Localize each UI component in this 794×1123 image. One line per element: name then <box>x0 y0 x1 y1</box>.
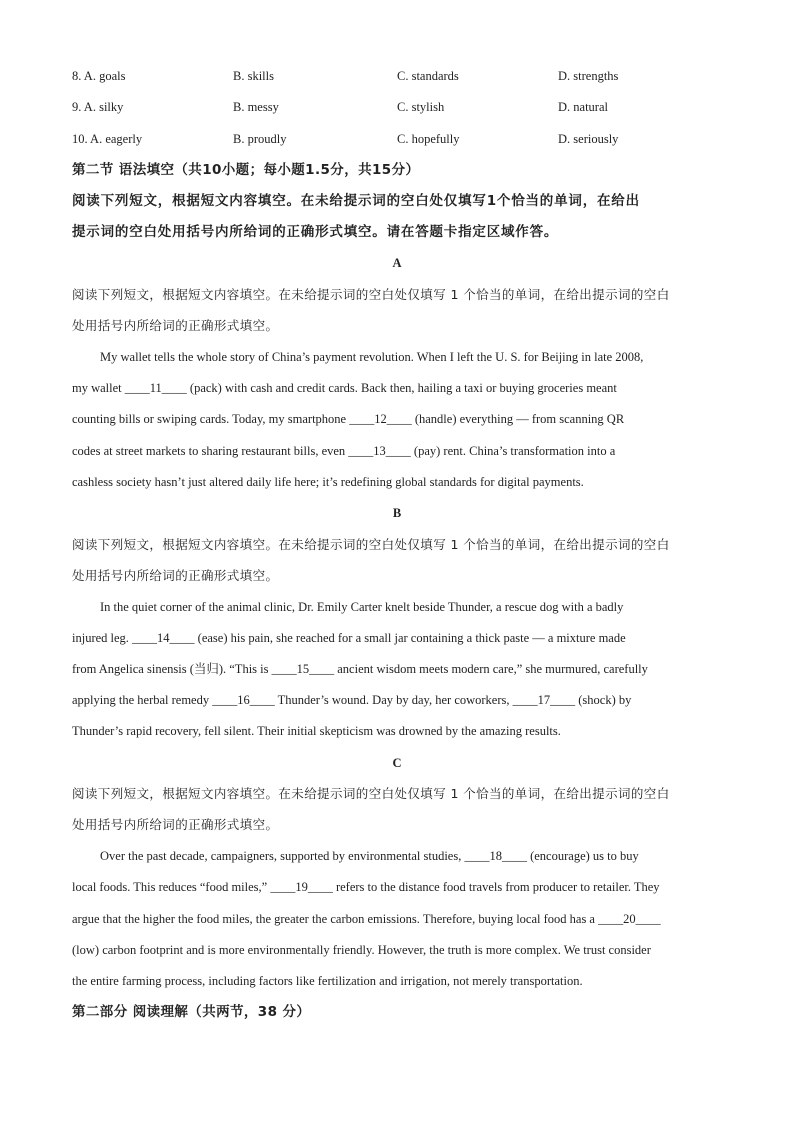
option-9a: 9. A. silky <box>72 100 124 114</box>
part-b-text-line: In the quiet corner of the animal clinic, Dr. Emily Carter knelt beside Thunder, a rescue dog with a badly <box>100 600 624 614</box>
part-a-label: A <box>392 256 402 270</box>
part-b-label: B <box>392 506 402 520</box>
part-b-text-line: injured leg. ____14____ (ease) his pain, she reached for a small jar containing a thick paste — a mixture made <box>72 631 626 645</box>
part-c-label: C <box>392 756 402 770</box>
part-a-text-line: cashless society hasn’t just altered daily life here; it’s redefining global standards for digital payments. <box>72 475 584 489</box>
question-10-options <box>72 130 732 148</box>
option-8a: 8. A. goals <box>72 69 126 83</box>
part-2-heading: 第二部分 阅读理解（共两节，38 分） <box>72 1004 311 1020</box>
part-c-instructions-1: 阅读下列短文，根据短文内容填空。在未给提示词的空白处仅填写 1 个恰当的单词，在给出提示词的空白 <box>72 786 670 801</box>
part-c-instructions-2: 处用括号内所给词的正确形式填空。 <box>72 817 279 832</box>
option-10a: 10. A. eagerly <box>72 132 143 146</box>
part-c-text-line: argue that the higher the food miles, the greater the carbon emissions. Therefore, buying local food has a ____20____ <box>72 912 661 926</box>
option-8c: C. standards <box>397 69 459 83</box>
part-a-text-line: My wallet tells the whole story of China’s payment revolution. When I left the U. S. for Beijing in late 2008, <box>100 350 644 364</box>
section-heading: 第二节 语法填空（共10小题；每小题1.5分，共15分） <box>72 162 420 178</box>
part-b-instructions-2: 处用括号内所给词的正确形式填空。 <box>72 568 279 583</box>
part-a-instructions-2: 处用括号内所给词的正确形式填空。 <box>72 318 279 333</box>
option-10b: B. proudly <box>233 132 287 146</box>
part-a-text-line: codes at street markets to sharing restaurant bills, even ____13____ (pay) rent. China’s transformation into a <box>72 444 616 458</box>
option-8b: B. skills <box>233 69 274 83</box>
part-c-text-line: the entire farming process, including factors like fertilization and irrigation, not merely transportation. <box>72 974 583 988</box>
question-8-options <box>72 67 732 85</box>
option-10d: D. seriously <box>558 132 619 146</box>
part-a-instructions-1: 阅读下列短文，根据短文内容填空。在未给提示词的空白处仅填写 1 个恰当的单词，在给出提示词的空白 <box>72 287 670 302</box>
part-a-text-line: my wallet ____11____ (pack) with cash and credit cards. Back then, hailing a taxi or buying groceries meant <box>72 381 617 395</box>
part-b-instructions-1: 阅读下列短文，根据短文内容填空。在未给提示词的空白处仅填写 1 个恰当的单词，在给出提示词的空白 <box>72 537 670 552</box>
option-9c: C. stylish <box>397 100 445 114</box>
question-9-options <box>72 98 732 116</box>
part-c-text-line: (low) carbon footprint and is more environmentally friendly. However, the truth is more complex. We trust consider <box>72 943 651 957</box>
option-9b: B. messy <box>233 100 279 114</box>
instructions-line-2: 提示词的空白处用括号内所给词的正确形式填空。请在答题卡指定区域作答。 <box>72 224 559 240</box>
option-8d: D. strengths <box>558 69 619 83</box>
instructions-line-1: 阅读下列短文，根据短文内容填空。在未给提示词的空白处仅填写1个恰当的单词，在给出 <box>72 193 640 209</box>
part-b-text-line: Thunder’s rapid recovery, fell silent. Their initial skepticism was drowned by the amazing results. <box>72 724 561 738</box>
part-b-text-line: from Angelica sinensis (当归). “This is ____15____ ancient wisdom meets modern care,” she murmured, carefully <box>72 662 648 676</box>
part-b-text-line: applying the herbal remedy ____16____ Thunder’s wound. Day by day, her coworkers, ____17____ (shock) by <box>72 693 632 707</box>
part-c-text-line: local foods. This reduces “food miles,” ____19____ refers to the distance food travels from producer to retailer. They <box>72 880 660 894</box>
part-c-text-line: Over the past decade, campaigners, supported by environmental studies, ____18____ (encourage) us to buy <box>100 849 639 863</box>
option-9d: D. natural <box>558 100 608 114</box>
option-10c: C. hopefully <box>397 132 460 146</box>
part-a-text-line: counting bills or swiping cards. Today, my smartphone ____12____ (handle) everything — from scanning QR <box>72 412 625 426</box>
